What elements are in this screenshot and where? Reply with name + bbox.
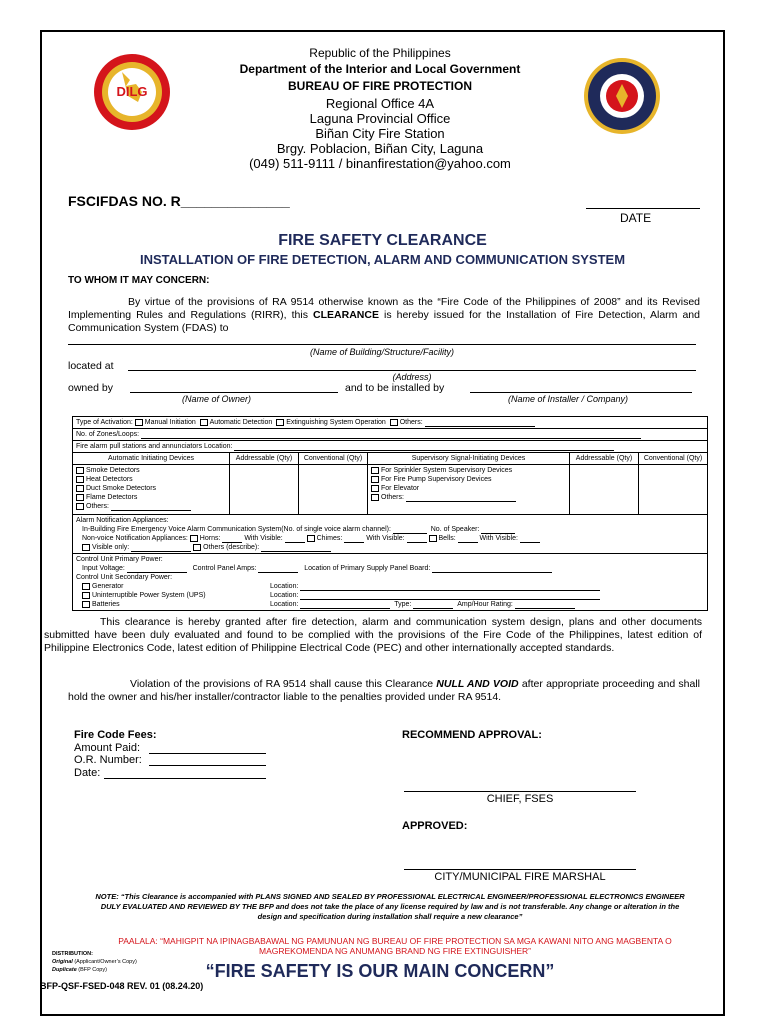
activation-row: Type of Activation: Manual Initiation Automatic Detection Extinguishing System Operation Others: [73,417,708,429]
amp-hour-field[interactable] [515,608,575,609]
address-caption: (Address) [392,372,432,382]
chimes-field[interactable] [344,542,364,543]
others-devices-checkbox[interactable] [76,503,84,510]
duct-smoke-checkbox[interactable] [76,485,84,492]
or-number-label: O.R. Number: [74,754,142,766]
ups-checkbox[interactable] [82,592,90,599]
addressable-header: Addressable (Qty) [230,453,299,465]
batteries-location-field[interactable] [300,608,390,609]
fee-date-label: Date: [74,767,101,779]
batteries-checkbox[interactable] [82,601,90,608]
zones-row: No. of Zones/Loops: [73,429,708,441]
salutation: TO WHOM IT MAY CONCERN: [68,275,210,286]
battery-type-field[interactable] [413,608,453,609]
fire-pump-checkbox[interactable] [371,476,379,483]
amount-paid-label: Amount Paid: [74,742,141,754]
address-field[interactable] [128,370,696,371]
addressable-header-2: Addressable (Qty) [570,453,639,465]
others-activation-checkbox[interactable] [390,419,398,426]
republic-text: Republic of the Philippines [309,46,451,60]
zones-field[interactable] [141,438,641,439]
bfp-name: BUREAU OF FIRE PROTECTION [287,79,472,93]
flame-detectors-checkbox[interactable] [76,494,84,501]
pull-stations-field[interactable] [234,450,614,451]
elevator-checkbox[interactable] [371,485,379,492]
auto-devices-header: Automatic Initiating Devices [73,453,230,465]
distribution-block: DISTRIBUTION: Original (Applicant/Owner’s Copy) Duplicate (BFP Copy) [52,951,137,973]
fscifdas-number [68,193,290,209]
clearance-paragraph: This clearance is hereby granted after fire detection, alarm and communication system design, plans and other documents submitted have been duly evaluated and found to be complied with the provisions of the Fire Code of the Philippines, latest edition of Philippine Electronics Code, latest edition of Philippine Electrical Code (PEC) and other internationally accepted standards. [44,616,702,654]
pull-stations-row: Fire alarm pull stations and annunciators Location: [73,441,708,453]
supervisory-header: Supervisory Signal-Initiating Devices [368,453,570,465]
station-text: Biñan City Fire Station [315,126,445,141]
others-supervisory-field[interactable] [406,501,516,502]
or-number-field[interactable] [149,765,266,766]
address-text: Brgy. Poblacion, Biñan City, Laguna [276,141,484,156]
owned-label: owned by [68,382,113,394]
extinguishing-checkbox[interactable] [276,419,284,426]
others-describe-field[interactable] [261,551,331,552]
dilg-name: Department of the Interior and Local Government [239,62,521,76]
document-subtitle: INSTALLATION OF FIRE DETECTION, ALARM AND COMMUNICATION SYSTEM [139,252,626,267]
located-label: located at [68,360,114,372]
date-line [586,208,700,209]
others-describe-checkbox[interactable] [193,544,201,551]
intro-paragraph: By virtue of the provisions of RA 9514 otherwise known as the “Fire Code of the Philippines of 2008” and its Revised Implementing Rules and Regulations (RIRR), this CLEARANCE is hereby issued for the Installation of Fire Detection, Alarm and Communication System (FDAS) to [68,296,700,334]
visible-only-field[interactable] [131,551,191,552]
visible-only-checkbox[interactable] [82,544,90,551]
approved-label: APPROVED: [402,820,468,832]
building-field[interactable] [68,344,696,345]
amount-paid-field[interactable] [149,753,266,754]
auto-devices-list: Smoke Detectors Heat Detectors Duct Smoke Detectors Flame Detectors Others: [73,465,230,515]
chimes-checkbox[interactable] [307,535,315,542]
note-text: NOTE: “This Clearance is accompanied with PLANS SIGNED AND SEALED BY PROFESSIONAL ELECTRICAL ENGINEER/PROFESSIONAL ELECTRONICS ENGINEER DULY EVALUATED AND REVIEWED BY THE BFP and does not take the place of any license required by law and is not transferable. Any change or alteration in the design and specification during installation shall require a new clearance” [95,892,685,921]
panel-amps-field[interactable] [258,572,298,573]
horns-checkbox[interactable] [190,535,198,542]
installer-caption: (Name of Installer / Company) [508,394,629,404]
fee-date-field[interactable] [104,778,266,779]
bells-visible-field[interactable] [520,542,540,543]
region-text: Regional Office 4A [325,96,435,111]
generator-checkbox[interactable] [82,583,90,590]
smoke-detectors-checkbox[interactable] [76,467,84,474]
recommend-label: RECOMMEND APPROVAL: [402,729,542,741]
chimes-visible-field[interactable] [407,542,427,543]
bfp-logo [582,56,662,136]
violation-paragraph: Violation of the provisions of RA 9514 shall cause this Clearance NULL AND VOID after appropriate proceeding and shall hold the owner and his/her installer/contractor liable to the penalties provided under RA 9514. [68,678,700,703]
building-caption: (Name of Building/Structure/Facility) [309,347,455,357]
fscifdas-label: FSCIFDAS NO. R [68,193,181,209]
others-activation-field[interactable] [425,426,535,427]
supervisory-list: For Sprinkler System Supervisory Devices For Fire Pump Supervisory Devices For Elevator Others: [368,465,570,515]
installed-label: and to be installed by [345,382,445,394]
chief-signature-line[interactable] [404,791,636,792]
conventional-qty-cell-2[interactable] [639,465,708,515]
notification-row: Alarm Notification Appliances: In-Building Fire Emergency Voice Alarm Communication System(No. of single voice alarm channel): No. of Speaker: Non-voice Notification Appliances: Horns: With Visible: Chimes: With Visible: Bells: With Visible: Visible only: Others (describe): [73,515,708,554]
automatic-checkbox[interactable] [200,419,208,426]
province-text: Laguna Provincial Office [309,111,451,126]
conventional-qty-cell[interactable] [299,465,368,515]
bells-checkbox[interactable] [429,535,437,542]
sprinkler-checkbox[interactable] [371,467,379,474]
date-label: DATE [620,211,652,225]
document-title: FIRE SAFETY CLEARANCE [278,232,487,249]
addressable-qty-cell[interactable] [230,465,299,515]
contact-text: (049) 511-9111 / binanfirestation@yahoo.com [249,156,511,171]
owner-caption: (Name of Owner) [182,394,252,404]
owner-field[interactable] [130,392,338,393]
conventional-header: Conventional (Qty) [299,453,368,465]
dilg-logo-text: DILG [116,84,148,99]
conventional-header-2: Conventional (Qty) [639,453,708,465]
power-row: Control Unit Primary Power: Input Voltage: Control Panel Amps: Location of Primary Supply Panel Board: Control Unit Secondary Power: Generator Location: Uninterruptible Power System (UPS) Location: Batteries Location: Type: Amp/Hour Rating: [73,554,708,611]
dilg-logo [92,52,172,132]
chief-title: CHIEF, FSES [486,793,554,805]
form-code: BFP-QSF-FSED-048 REV. 01 (08.24.20) [40,981,204,991]
fees-title: Fire Code Fees: [74,729,157,741]
installer-field[interactable] [470,392,692,393]
paalala-text: PAALALA: “MAHIGPIT NA IPINAGBABAWAL NG PAMUNUAN NG BUREAU OF FIRE PROTECTION SA MGA KAWANI NITO ANG MAGBENTA O MAGREKOMENDA NG ANUMANG BRAND NG FIRE EXTINGUISHER” [118,936,672,956]
heat-detectors-checkbox[interactable] [76,476,84,483]
marshal-title: CITY/MUNICIPAL FIRE MARSHAL [434,871,606,883]
primary-board-field[interactable] [432,572,552,573]
bells-field[interactable] [458,542,478,543]
others-supervisory-checkbox[interactable] [371,494,379,501]
addressable-qty-cell-2[interactable] [570,465,639,515]
motto: “FIRE SAFETY IS OUR MAIN CONCERN” [205,961,555,981]
manual-checkbox[interactable] [135,419,143,426]
marshal-signature-line[interactable] [404,869,636,870]
details-grid [72,416,708,611]
fscifdas-blank: ______________ [180,193,290,209]
others-devices-field[interactable] [111,510,191,511]
